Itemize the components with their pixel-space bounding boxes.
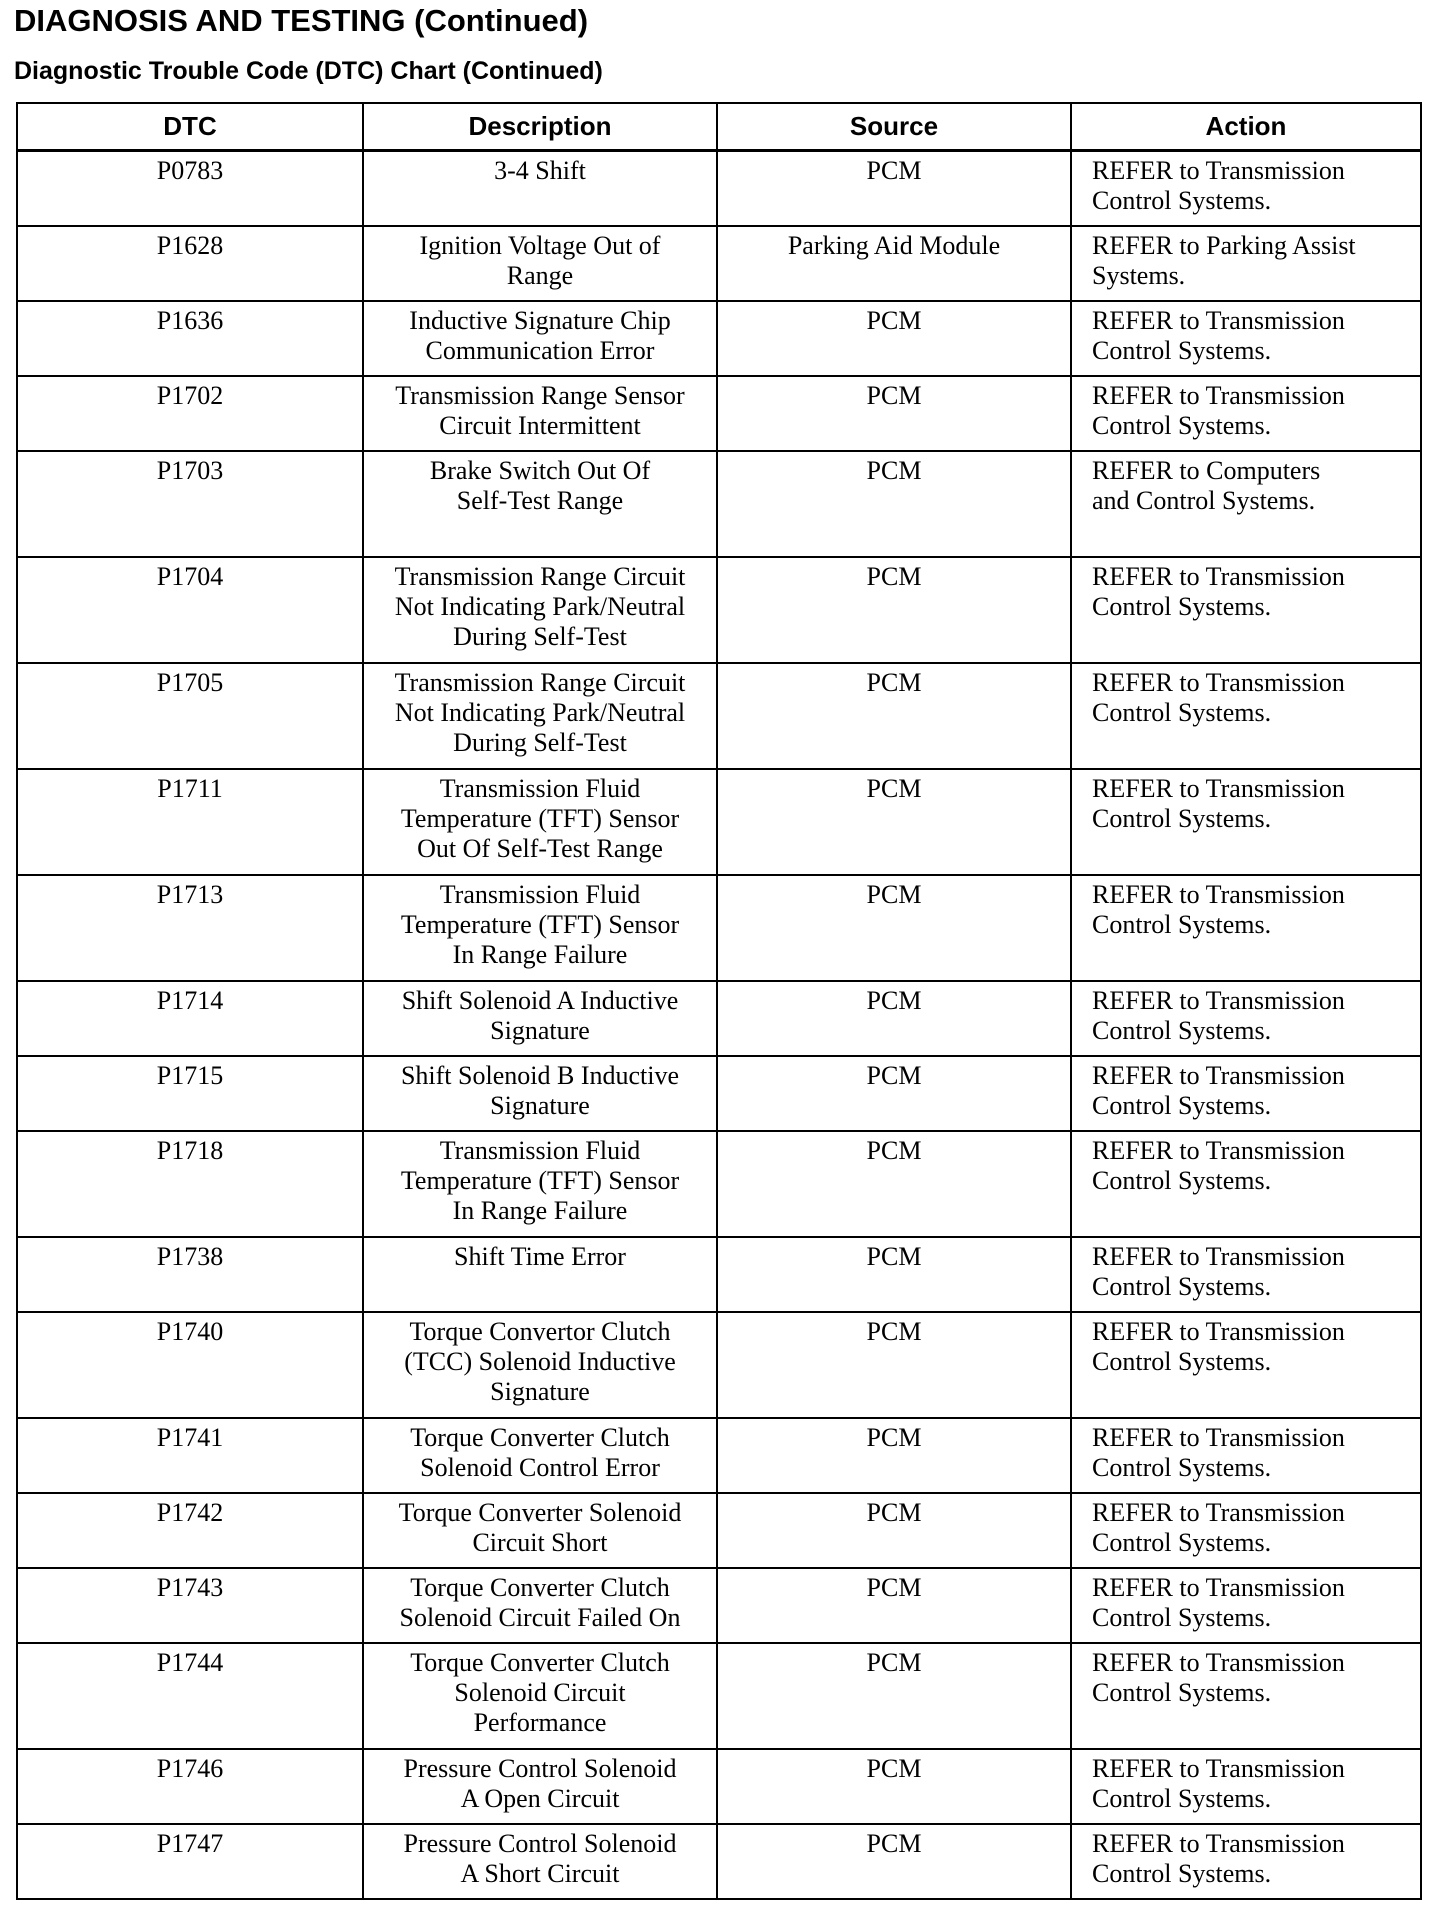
table-row [17, 376, 1421, 451]
description-line: Circuit Short [472, 1527, 608, 1557]
description-line: Communication Error [425, 335, 655, 365]
source: PCM [717, 1568, 1071, 1643]
description-line: A Open Circuit [460, 1783, 620, 1813]
description-line: Performance [473, 1707, 607, 1737]
description-line: In Range Failure [452, 1195, 628, 1225]
dtc-code: P1746 [17, 1749, 363, 1824]
source: PCM [717, 981, 1071, 1056]
dtc-code: P1714 [17, 981, 363, 1056]
header-dtc: DTC [17, 103, 363, 151]
action [1071, 376, 1421, 451]
action-line: REFER to Transmission [1092, 1316, 1345, 1346]
description-line: Shift Solenoid A Inductive [401, 985, 679, 1015]
action-line: Control Systems. [1092, 1783, 1272, 1813]
description-line: Circuit Intermittent [439, 410, 641, 440]
dtc-code: P1743 [17, 1568, 363, 1643]
description-line: Transmission Fluid [439, 1135, 641, 1165]
description-line: A Short Circuit [460, 1858, 620, 1888]
action-line: REFER to Parking Assist [1092, 230, 1356, 260]
dtc-code: P1703 [17, 451, 363, 557]
description [363, 451, 717, 557]
dtc-code: P1738 [17, 1237, 363, 1312]
action-line: Control Systems. [1092, 1677, 1272, 1707]
description [363, 1237, 717, 1312]
source: PCM [717, 1131, 1071, 1237]
action-line: REFER to Transmission [1092, 156, 1345, 185]
description-line: Solenoid Circuit [454, 1677, 626, 1707]
description-line: Torque Convertor Clutch [409, 1316, 671, 1346]
description-line: Self-Test Range [456, 485, 624, 515]
description-line: Transmission Range Circuit [394, 667, 686, 697]
source: PCM [717, 1056, 1071, 1131]
description [363, 1418, 717, 1493]
dtc-code: P1636 [17, 301, 363, 376]
action-line: Control Systems. [1092, 186, 1272, 215]
action-line: Control Systems. [1092, 803, 1272, 833]
dtc-code: P1713 [17, 875, 363, 981]
description [363, 1312, 717, 1418]
table-row [17, 1237, 1421, 1312]
table-row [17, 663, 1421, 769]
table-row [17, 981, 1421, 1056]
dtc-code: P1740 [17, 1312, 363, 1418]
description-line: Shift Time Error [454, 1241, 626, 1271]
action-line: REFER to Transmission [1092, 1497, 1345, 1527]
table-row [17, 301, 1421, 376]
description-line: Out Of Self-Test Range [417, 833, 663, 863]
description [363, 1749, 717, 1824]
description-line: Temperature (TFT) Sensor [400, 909, 680, 939]
description-line: (TCC) Solenoid Inductive [404, 1346, 676, 1376]
description [363, 301, 717, 376]
description-line: Torque Converter Clutch [410, 1422, 670, 1452]
action [1071, 1824, 1421, 1899]
dtc-code: P1715 [17, 1056, 363, 1131]
page-title: DIAGNOSIS AND TESTING (Continued) [14, 3, 589, 38]
table-row [17, 1493, 1421, 1568]
table-row [17, 1056, 1421, 1131]
dtc-code: P1747 [17, 1824, 363, 1899]
description-line: Pressure Control Solenoid [403, 1753, 677, 1783]
action-line: Systems. [1092, 260, 1186, 290]
action-line: REFER to Transmission [1092, 1241, 1345, 1271]
action-line: Control Systems. [1092, 1527, 1272, 1557]
action [1071, 1749, 1421, 1824]
description [363, 376, 717, 451]
table-row [17, 451, 1421, 557]
description [363, 1131, 717, 1237]
description-line: Temperature (TFT) Sensor [400, 1165, 680, 1195]
dtc-code: P1744 [17, 1643, 363, 1749]
action-line: REFER to Transmission [1092, 1828, 1345, 1858]
action-line: REFER to Transmission [1092, 1753, 1345, 1783]
description-line: Inductive Signature Chip [409, 305, 671, 335]
action [1071, 1312, 1421, 1418]
description-line: Ignition Voltage Out of [419, 230, 661, 260]
table-row [17, 226, 1421, 301]
description-line: Not Indicating Park/Neutral [394, 591, 686, 621]
description [363, 1568, 717, 1643]
action-line: REFER to Transmission [1092, 305, 1345, 335]
description-line: Transmission Fluid [439, 879, 641, 909]
action [1071, 1418, 1421, 1493]
action-line: Control Systems. [1092, 1271, 1272, 1301]
source: PCM [717, 1493, 1071, 1568]
description-line: Temperature (TFT) Sensor [400, 803, 680, 833]
action-line: REFER to Transmission [1092, 773, 1345, 803]
action [1071, 151, 1421, 226]
description-line: Signature [490, 1015, 590, 1045]
description-line: 3-4 Shift [494, 156, 586, 185]
description-line: Signature [490, 1376, 590, 1406]
source: PCM [717, 301, 1071, 376]
source: PCM [717, 1418, 1071, 1493]
table-row [17, 1568, 1421, 1643]
action [1071, 301, 1421, 376]
action-line: REFER to Transmission [1092, 561, 1345, 591]
description [363, 1056, 717, 1131]
source: PCM [717, 1237, 1071, 1312]
action-line: REFER to Transmission [1092, 1572, 1345, 1602]
action [1071, 1131, 1421, 1237]
dtc-code: P1718 [17, 1131, 363, 1237]
table-row [17, 769, 1421, 875]
action-line: Control Systems. [1092, 1090, 1272, 1120]
description-line: In Range Failure [452, 939, 628, 969]
description-line: Torque Converter Solenoid [398, 1497, 682, 1527]
chart-title: Diagnostic Trouble Code (DTC) Chart (Continued) [14, 57, 603, 85]
action-line: REFER to Computers [1092, 455, 1321, 485]
action-line: Control Systems. [1092, 591, 1272, 621]
action [1071, 1568, 1421, 1643]
description-line: Signature [490, 1090, 590, 1120]
action-line: Control Systems. [1092, 410, 1272, 440]
description-line: Transmission Fluid [439, 773, 641, 803]
description-line: Solenoid Control Error [420, 1452, 660, 1482]
action-line: REFER to Transmission [1092, 879, 1345, 909]
action [1071, 451, 1421, 557]
table-row [17, 1418, 1421, 1493]
source: PCM [717, 1312, 1071, 1418]
dtc-code: P1711 [17, 769, 363, 875]
action-line: REFER to Transmission [1092, 1060, 1345, 1090]
source: Parking Aid Module [717, 226, 1071, 301]
source: PCM [717, 376, 1071, 451]
description [363, 1493, 717, 1568]
source: PCM [717, 663, 1071, 769]
header-description: Description [363, 103, 717, 151]
dtc-code: P0783 [17, 151, 363, 226]
action [1071, 981, 1421, 1056]
dtc-code: P1705 [17, 663, 363, 769]
action-line: Control Systems. [1092, 697, 1272, 727]
description-line: Torque Converter Clutch [410, 1572, 670, 1602]
source: PCM [717, 451, 1071, 557]
table-row [17, 151, 1421, 226]
dtc-code: P1741 [17, 1418, 363, 1493]
dtc-code: P1742 [17, 1493, 363, 1568]
description-line: Not Indicating Park/Neutral [394, 697, 686, 727]
source: PCM [717, 557, 1071, 663]
dtc-code: P1628 [17, 226, 363, 301]
description [363, 1643, 717, 1749]
action-line: REFER to Transmission [1092, 985, 1345, 1015]
description [363, 769, 717, 875]
action-line: Control Systems. [1092, 1452, 1272, 1482]
action [1071, 1493, 1421, 1568]
table-row [17, 1312, 1421, 1418]
dtc-code: P1702 [17, 376, 363, 451]
table-row [17, 875, 1421, 981]
table-row [17, 1131, 1421, 1237]
action-line: REFER to Transmission [1092, 380, 1345, 410]
action [1071, 1237, 1421, 1312]
table-row [17, 1643, 1421, 1749]
description-line: Pressure Control Solenoid [403, 1828, 677, 1858]
description-line: Solenoid Circuit Failed On [399, 1602, 681, 1632]
action [1071, 875, 1421, 981]
action-line: Control Systems. [1092, 335, 1272, 365]
table-row [17, 1749, 1421, 1824]
action-line: Control Systems. [1092, 1346, 1272, 1376]
table-row [17, 557, 1421, 663]
table-header-row [17, 103, 1421, 151]
action [1071, 769, 1421, 875]
action-line: and Control Systems. [1092, 485, 1316, 515]
action-line: REFER to Transmission [1092, 1135, 1345, 1165]
source: PCM [717, 1643, 1071, 1749]
description [363, 663, 717, 769]
action-line: Control Systems. [1092, 1602, 1272, 1632]
source: PCM [717, 769, 1071, 875]
header-action: Action [1071, 103, 1421, 151]
action [1071, 557, 1421, 663]
description-line: Torque Converter Clutch [410, 1647, 670, 1677]
action-line: Control Systems. [1092, 1858, 1272, 1888]
dtc-code: P1704 [17, 557, 363, 663]
description-line: Transmission Range Circuit [394, 561, 686, 591]
description-line: During Self-Test [453, 727, 627, 757]
description [363, 226, 717, 301]
source: PCM [717, 1749, 1071, 1824]
table-row [17, 1824, 1421, 1899]
action [1071, 1056, 1421, 1131]
description [363, 151, 717, 226]
header-source: Source [717, 103, 1071, 151]
description-line: Brake Switch Out Of [429, 455, 651, 485]
action [1071, 663, 1421, 769]
source: PCM [717, 1824, 1071, 1899]
description [363, 1824, 717, 1899]
description-line: Shift Solenoid B Inductive [400, 1060, 680, 1090]
action-line: Control Systems. [1092, 909, 1272, 939]
description [363, 557, 717, 663]
source: PCM [717, 151, 1071, 226]
action [1071, 226, 1421, 301]
action-line: REFER to Transmission [1092, 1422, 1345, 1452]
description-line: Range [506, 260, 574, 290]
action [1071, 1643, 1421, 1749]
description [363, 875, 717, 981]
description-line: Transmission Range Sensor [395, 380, 685, 410]
action-line: Control Systems. [1092, 1165, 1272, 1195]
action-line: REFER to Transmission [1092, 1647, 1345, 1677]
description-line: During Self-Test [453, 621, 627, 651]
action-line: Control Systems. [1092, 1015, 1272, 1045]
action-line: REFER to Transmission [1092, 667, 1345, 697]
dtc-table [16, 102, 1422, 1900]
source: PCM [717, 875, 1071, 981]
description [363, 981, 717, 1056]
